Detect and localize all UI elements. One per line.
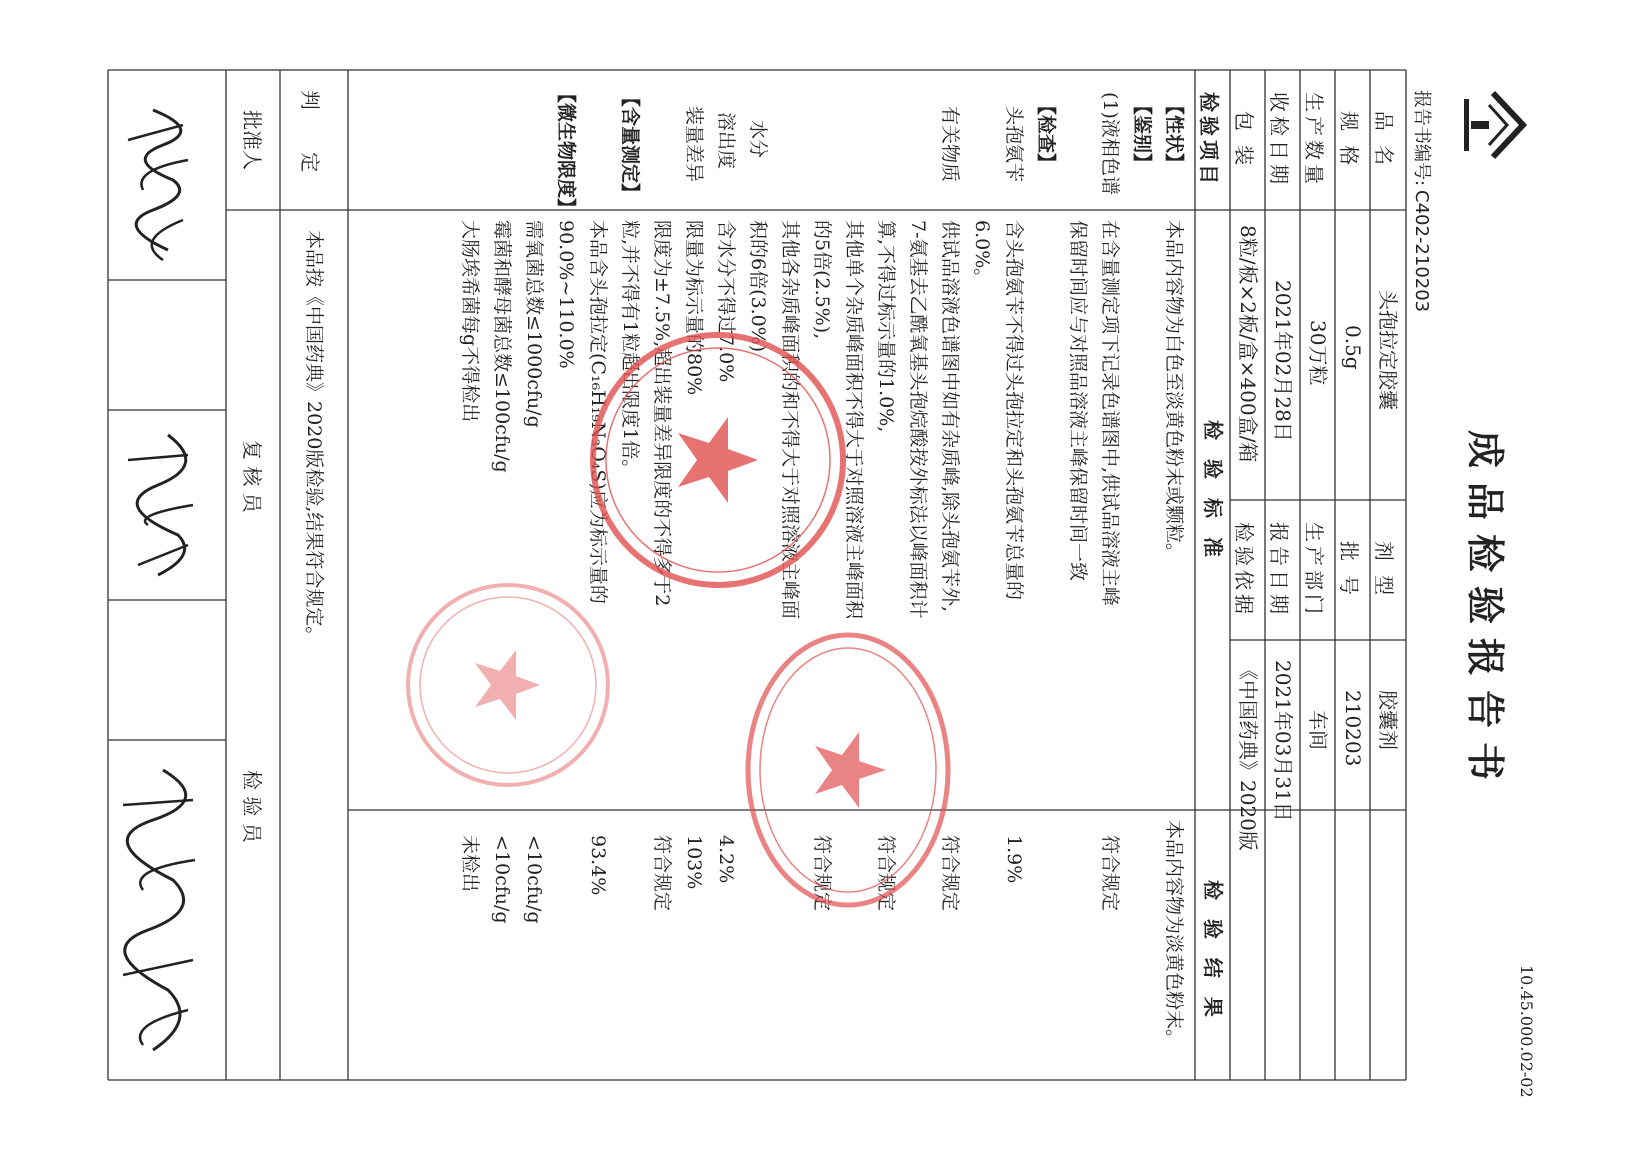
related-standard-line-2: 7-氨基去乙酰氧基头孢烷酸按外标法以峰面积计: [907, 220, 929, 619]
ecoli-result: 未检出: [459, 835, 481, 893]
package-label: 包 装: [1232, 110, 1256, 170]
weight-variation-standard-line-2: 粒,并不得有1粒超出限度1倍。: [619, 220, 641, 479]
report-date-label: 报告日期: [1267, 522, 1291, 618]
identification-standard-line-1: 在含量测定项下记录色谱图中,供试品溶液主峰: [1099, 220, 1121, 607]
department-label: 生产部门: [1302, 522, 1326, 618]
weight-variation-standard-line-1: 限度为±7.5%,超出装量差异限度的不得多于2: [651, 220, 673, 607]
assay-result: 93.4%: [587, 835, 609, 896]
microbial-label: 【微生物限度】: [555, 84, 577, 218]
inspector-signature: [113, 760, 223, 1060]
water-label: 水分: [747, 120, 769, 159]
traits-label: 【性状】: [1163, 96, 1185, 173]
receive-date-value: 2021年02月28日: [1271, 280, 1295, 442]
cephalexin-standard-line-1: 含头孢氨苄不得过头孢拉定和头孢氨苄总量的: [1003, 220, 1025, 601]
related-result-1: 符合规定: [939, 835, 961, 912]
cephalexin-standard-line-2: 6.0%。: [971, 220, 993, 288]
water-result: 4.2%: [715, 835, 737, 884]
related-standard-line-3: 算,不得过标示量的1.0%,: [875, 220, 897, 433]
related-result-2: 符合规定: [875, 835, 897, 912]
related-standard-line-7: 积的6倍(3.0%): [747, 220, 769, 353]
related-substances-label: 有关物质: [939, 106, 961, 183]
assay-label: 【含量测定】: [619, 88, 641, 203]
spec-label: 规 格: [1337, 110, 1361, 170]
assay-standard-line-1: 本品含头孢拉定(C₁₆H₁₉N₃O₄S)应为标示量的: [587, 220, 609, 604]
column-header-result: 检 验 结 果: [1201, 880, 1225, 1023]
dissolution-result: 103%: [683, 835, 705, 890]
check-label: 【检查】: [1035, 96, 1057, 173]
related-standard-line-4: 其他单个杂质峰面积不得大于对照溶液主峰面积: [843, 220, 865, 620]
ecoli-standard: 大肠埃希菌每g不得检出: [459, 220, 481, 423]
weight-variation-result: 符合规定: [651, 835, 673, 912]
related-standard-line-6: 其他各杂质峰面积的和不得大于对照溶液主峰面: [779, 220, 801, 620]
dosage-form: 胶囊剂: [1376, 690, 1400, 750]
mold-yeast-result: <10cfu/g: [491, 835, 513, 924]
column-header-item: 检验项目: [1197, 92, 1221, 188]
dissolution-label: 溶出度: [715, 112, 737, 170]
inspector-label: 检 验 员: [240, 770, 264, 843]
basis-value: 《中国药典》2020版: [1236, 660, 1260, 851]
identification-sub-label: (1)液相色谱: [1099, 92, 1121, 195]
product-name: 头孢拉定胶囊: [1376, 290, 1400, 410]
approver-label: 批准人: [240, 110, 264, 170]
aerobic-count-result: <10cfu/g: [523, 835, 545, 924]
batch-label: 批 号: [1337, 540, 1361, 600]
quantity-value: 30万粒: [1306, 320, 1330, 386]
receive-date-label: 收检日期: [1267, 92, 1291, 188]
spec-value: 0.5g: [1341, 325, 1365, 370]
batch-value: 210203: [1341, 690, 1365, 767]
report-date-value: 2021年03月31日: [1271, 660, 1295, 822]
form-code: 10.45.000.02-02: [1517, 965, 1536, 1098]
identification-label: 【鉴别】: [1131, 96, 1153, 173]
related-standard-line-1: 供试品溶液色谱图中如有杂质峰,除头孢氨苄外,: [939, 220, 961, 613]
report-number-label: 报告书编号:: [1411, 90, 1432, 187]
dissolution-standard: 限量为标示量的80%: [683, 220, 705, 396]
traits-standard: 本品内容物为白色至淡黄色粉末或颗粒。: [1163, 220, 1185, 563]
reviewer-signature: [118, 425, 218, 585]
related-standard-line-5: 的5倍(2.5%),: [811, 220, 833, 340]
traits-result: 本品内容物为淡黄色粉末。: [1163, 820, 1185, 1049]
department-value: 车间: [1306, 710, 1330, 750]
basis-label: 检验依据: [1232, 522, 1256, 618]
identification-standard-line-2: 保留时间应与对照品溶液主峰保留时间一致: [1067, 220, 1089, 582]
report-number: C402-210203: [1411, 190, 1432, 313]
weight-variation-label: 装量差异: [683, 106, 705, 183]
quantity-label: 生产数量: [1302, 92, 1326, 188]
product-name-label: 品 名: [1372, 110, 1396, 170]
identification-result: 符合规定: [1099, 835, 1121, 912]
conclusion-text: 本品按《中国药典》2020版检验,结果符合规定。: [303, 230, 325, 646]
aerobic-count-standard: 需氧菌总数≤1000cfu/g: [523, 220, 545, 428]
cephalexin-label: 头孢氨苄: [1003, 106, 1025, 183]
report-title: 成品检验报告书: [1463, 430, 1508, 795]
assay-standard-line-2: 90.0%~110.0%: [555, 220, 577, 369]
dosage-form-label: 剂 型: [1372, 540, 1396, 600]
related-result-3: 符合规定: [811, 835, 833, 912]
column-header-standard: 检 验 标 准: [1201, 420, 1225, 563]
package-value: 8粒/板×2板/盒×400盒/箱: [1236, 225, 1260, 463]
reviewer-label: 复 核 员: [240, 440, 264, 513]
approver-signature: [113, 100, 223, 270]
water-standard: 含水分不得过7.0%: [715, 220, 737, 383]
mold-yeast-standard: 霉菌和酵母菌总数≤100cfu/g: [491, 220, 513, 473]
cephalexin-result: 1.9%: [1003, 835, 1025, 884]
conclusion-label: 判 定: [298, 89, 322, 191]
